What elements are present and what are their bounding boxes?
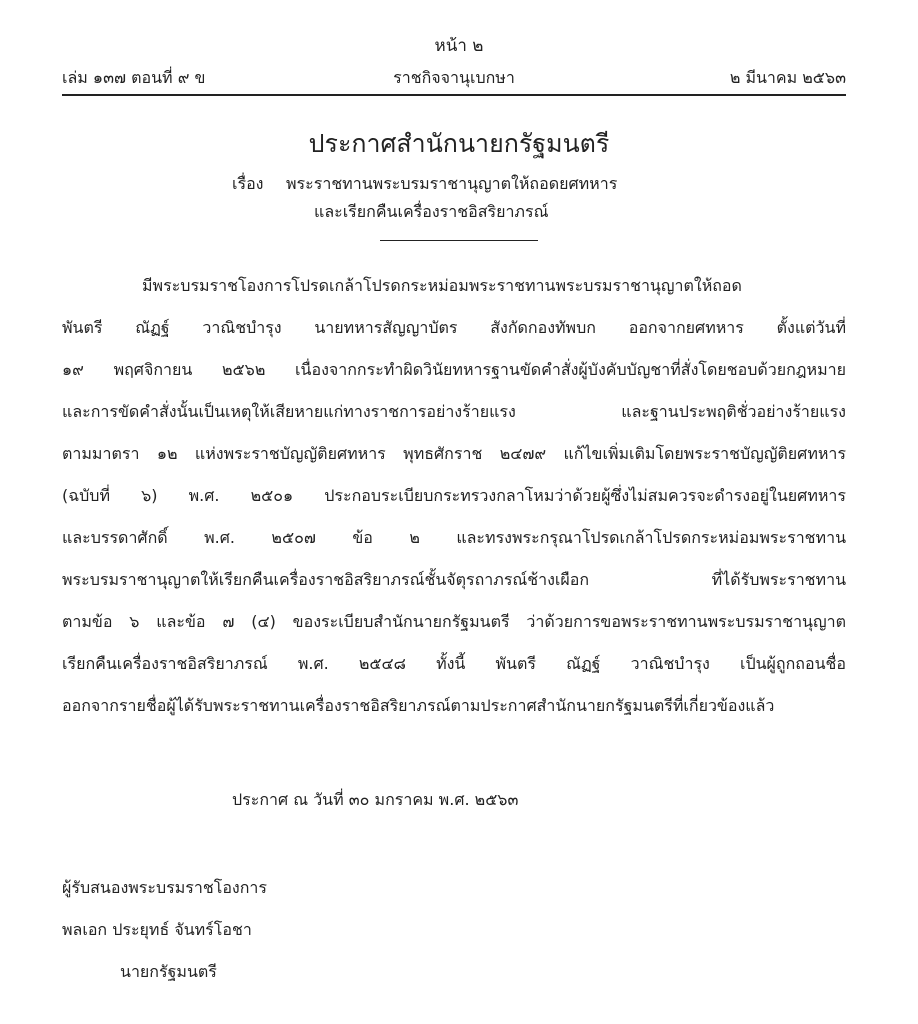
body-line: (ฉบับที่ ๖) พ.ศ. ๒๕๐๑ ประกอบระเบียบกระทรวงกลาโหมว่าด้วยผู้ซึ่งไม่สมควรจะดำรงอยู่ในยศทหาร (62, 486, 846, 505)
signer-name: พลเอก ประยุทธ์ จันทร์โอชา (62, 920, 252, 939)
gazette-date: ๒ มีนาคม ๒๕๖๓ (729, 68, 846, 87)
body-line: และการขัดคำสั่งนั้นเป็นเหตุให้เสียหายแก่ทางราชการอย่างร้ายแรง และฐานประพฤติชั่วอย่างร้ายแรง (62, 402, 846, 421)
body-line: เรียกคืนเครื่องราชอิสริยาภรณ์ พ.ศ. ๒๕๔๘ ทั้งนี้ พันตรี ณัฏฐ์ วาณิชบำรุง เป็นผู้ถูกถอนชื่อ (62, 654, 847, 673)
body-line: มีพระบรมราชโองการโปรดเกล้าโปรดกระหม่อมพระราชทานพระบรมราชานุญาตให้ถอด (142, 276, 742, 295)
subject-label: เรื่อง (232, 174, 264, 193)
subject-line-2: และเรียกคืนเครื่องราชอิสริยาภรณ์ (314, 202, 549, 221)
gazette-name: ราชกิจจานุเบกษา (393, 68, 515, 87)
volume-issue: เล่ม ๑๓๗ ตอนที่ ๙ ข (62, 68, 206, 87)
signer-position: นายกรัฐมนตรี (120, 962, 217, 981)
gazette-header (62, 66, 846, 92)
body-line: ตามมาตรา ๑๒ แห่งพระราชบัญญัติยศทหาร พุทธศักราช ๒๔๗๙ แก้ไขเพิ่มเติมโดยพระราชบัญญัติยศทหาร (62, 444, 846, 463)
body-line: พระบรมราชานุญาตให้เรียกคืนเครื่องราชอิสริยาภรณ์ชั้นจัตุรถาภรณ์ช้างเผือก ที่ได้รับพระราชทาน (62, 570, 846, 589)
body-line: ออกจากรายชื่อผู้ได้รับพระราชทานเครื่องราชอิสริยาภรณ์ตามประกาศสำนักนายกรัฐมนตรีที่เกี่ยวข้องแล้ว (62, 696, 775, 715)
body-paragraph (62, 273, 846, 735)
countersign-title: ผู้รับสนองพระบรมราชโองการ (62, 878, 267, 897)
body-line: พันตรี ณัฏฐ์ วาณิชบำรุง นายทหารสัญญาบัตร สังกัดกองทัพบก ออกจากยศทหาร ตั้งแต่วันที่ (62, 318, 846, 337)
body-line: ตามข้อ ๖ และข้อ ๗ (๔) ของระเบียบสำนักนายกรัฐมนตรี ว่าด้วยการขอพระราชทานพระบรมราชานุญาต (62, 612, 846, 631)
title-divider (380, 240, 538, 241)
page-number: หน้า ๒ (434, 36, 484, 56)
header-divider (62, 94, 846, 96)
subject-line-1: พระราชทานพระบรมราชานุญาตให้ถอดยศทหาร (286, 174, 618, 193)
body-line: ๑๙ พฤศจิกายน ๒๕๖๒ เนื่องจากกระทำผิดวินัยทหารฐานขัดคำสั่งผู้บังคับบัญชาที่สั่งโดยชอบด้วยกฎหมาย (62, 360, 846, 379)
body-line: และบรรดาศักดิ์ พ.ศ. ๒๕๐๗ ข้อ ๒ และทรงพระกรุณาโปรดเกล้าโปรดกระหม่อมพระราชทาน (62, 528, 846, 547)
subject (232, 172, 617, 197)
announcement-date: ประกาศ ณ วันที่ ๓๐ มกราคม พ.ศ. ๒๕๖๓ (232, 790, 519, 809)
document-title: ประกาศสำนักนายกรัฐมนตรี (308, 129, 610, 158)
